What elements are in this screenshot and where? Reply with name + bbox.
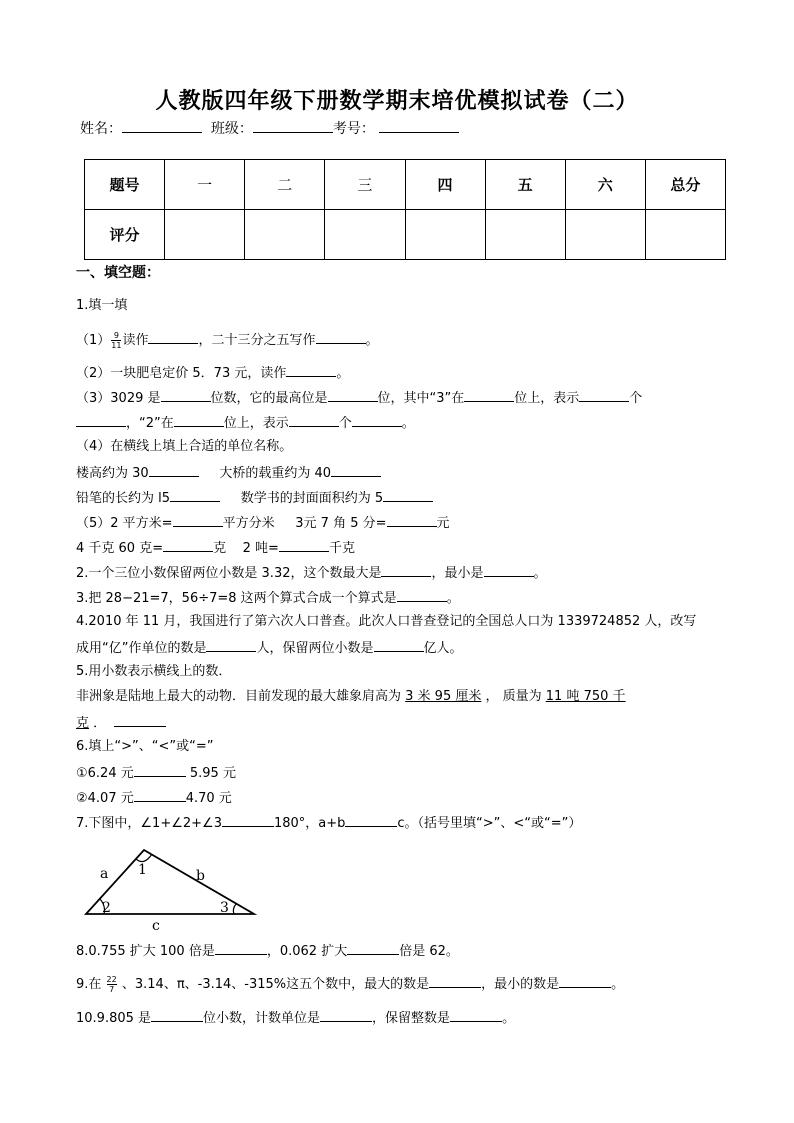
answer-blank[interactable] (206, 638, 256, 652)
score-table-score-row (85, 210, 726, 260)
text: 3元 7 角 5 分= (295, 516, 387, 531)
underlined-value: 3 米 95 厘米 (405, 689, 482, 704)
answer-blank[interactable] (289, 413, 339, 427)
text: 平方分米 (222, 516, 275, 531)
section-heading: 一、填空题： (76, 265, 160, 281)
score-cell[interactable] (245, 210, 325, 260)
text: 铅笔的长约为 l5 (76, 491, 171, 506)
q4: 4.2010 年 11 月，我国进行了第六次人口普查。此次人口普查登记的全国总人口为 1339724852 人，改写 (76, 614, 697, 629)
denominator: 7 (109, 985, 115, 994)
answer-blank[interactable] (429, 974, 481, 988)
text: （1） (76, 333, 111, 348)
score-cell[interactable] (565, 210, 645, 260)
text: 。 (365, 333, 379, 348)
score-cell[interactable] (645, 210, 725, 260)
text: 个 (338, 416, 352, 431)
student-info-row (80, 118, 459, 138)
q1-heading: 1.填一填 (76, 298, 128, 313)
q1-part4-row2 (76, 488, 433, 508)
text: 7.下图中，∠1+∠2+∠3 (76, 816, 222, 831)
text: ，二十三分之五写作 (198, 333, 316, 348)
score-header-cell: 四 (405, 160, 485, 210)
angle1-label: 1 (138, 862, 147, 878)
score-header-cell: 五 (485, 160, 565, 210)
exam-no-field[interactable] (379, 118, 459, 133)
text: ，最小的数是 (481, 977, 560, 992)
text: 2 吨= (242, 541, 279, 556)
text: 亿人。 (423, 641, 463, 656)
score-table (84, 159, 726, 260)
text: 、3.14、π、-3.14、-315%这五个数中，最大的数是 (121, 977, 430, 992)
answer-blank[interactable] (170, 488, 220, 502)
score-header-cell: 总分 (645, 160, 725, 210)
q8 (76, 941, 459, 961)
answer-blank[interactable] (151, 1008, 203, 1022)
text: 2.一个三位小数保留两位小数是 3.32，这个数最大是 (76, 566, 382, 581)
answer-blank[interactable] (163, 538, 213, 552)
name-field[interactable] (122, 118, 202, 133)
answer-blank[interactable] (279, 538, 329, 552)
text: 4.70 元 (185, 791, 232, 806)
answer-blank[interactable] (222, 813, 274, 827)
text: 。 (502, 1011, 516, 1026)
text: 3.把 28−21=7，56÷7=8 这两个算式合成一个算式是 (76, 591, 397, 606)
q1-part3-cont (76, 413, 415, 433)
answer-blank[interactable] (134, 763, 186, 777)
answer-blank[interactable] (316, 330, 366, 344)
text: 5.95 元 (189, 766, 236, 781)
answer-blank[interactable] (134, 788, 186, 802)
text: 180°，a+b (273, 816, 346, 831)
text: 人，保留两位小数是 (256, 641, 374, 656)
numerator: 22 (106, 975, 117, 984)
triangle-figure (80, 842, 260, 932)
exam-no-label: 考号： (332, 121, 375, 137)
text: 9.在 (76, 977, 102, 992)
text: 。 (533, 566, 547, 581)
angle3-label: 3 (220, 900, 229, 916)
text: 位上，表示 (223, 416, 289, 431)
angle2-label: 2 (102, 900, 111, 916)
answer-blank[interactable] (215, 941, 267, 955)
text: 位上，表示 (514, 391, 580, 406)
answer-blank[interactable] (397, 588, 447, 602)
class-field[interactable] (253, 118, 333, 133)
text: 克 (213, 541, 227, 556)
text: ，最小是 (431, 566, 484, 581)
answer-blank[interactable] (450, 1008, 502, 1022)
score-header-cell: 六 (565, 160, 645, 210)
text: 楼高约为 30 (76, 466, 149, 481)
q5: 5.用小数表示横线上的数． (76, 664, 232, 679)
text: 位数，它的最高位是 (210, 391, 328, 406)
class-label: 班级： (210, 121, 253, 137)
text: 大桥的载重约为 40 (219, 466, 332, 481)
denominator: 11 (111, 341, 122, 350)
side-c-label: c (152, 918, 160, 932)
answer-blank[interactable] (374, 638, 424, 652)
q1-part4-row1 (76, 463, 381, 483)
q9 (76, 974, 624, 994)
numerator: 9 (111, 331, 121, 341)
score-header-cell: 二 (245, 160, 325, 210)
answer-blank[interactable] (387, 513, 437, 527)
score-cell[interactable] (165, 210, 245, 260)
text: 。 (401, 416, 415, 431)
q3 (76, 588, 460, 608)
text: 位小数，计数单位是 (203, 1011, 321, 1026)
score-header-cell: 题号 (85, 160, 165, 210)
text: 。 (446, 591, 460, 606)
q6: 6.填上“>”、“<”或“=” (76, 739, 214, 754)
q1-part6 (76, 538, 355, 558)
angle3-arc (233, 904, 236, 914)
q1-part5 (76, 513, 450, 533)
q4-cont (76, 638, 463, 658)
text: c。（括号里填“>”、<“或“=”） (397, 816, 582, 831)
text: 个 (629, 391, 643, 406)
text: ②4.07 元 (76, 791, 134, 806)
text: ，“2”在 (126, 416, 174, 431)
score-cell[interactable] (325, 210, 405, 260)
answer-blank[interactable] (149, 463, 199, 477)
text: 元 (436, 516, 450, 531)
text: 。 (611, 977, 625, 992)
answer-blank[interactable] (484, 563, 534, 577)
text: 读作 (122, 333, 149, 348)
q7 (76, 813, 581, 833)
answer-blank[interactable] (114, 713, 166, 727)
text: ①6.24 元 (76, 766, 134, 781)
score-header-cell: 一 (165, 160, 245, 210)
answer-blank[interactable] (464, 388, 514, 402)
answer-blank[interactable] (320, 1008, 372, 1022)
text: ，保留整数是 (372, 1011, 451, 1026)
score-cell[interactable] (405, 210, 485, 260)
underlined-value: 克 (76, 716, 90, 731)
score-header-cell: 三 (325, 160, 405, 210)
q6-item2 (76, 788, 232, 808)
answer-blank[interactable] (381, 563, 431, 577)
fraction (111, 331, 121, 350)
text: 千克 (328, 541, 355, 556)
answer-blank[interactable] (173, 513, 223, 527)
text: 8.0.755 扩大 100 倍是 (76, 944, 215, 959)
answer-blank[interactable] (286, 363, 336, 377)
answer-blank[interactable] (76, 413, 126, 427)
text: ，0.062 扩大 (266, 944, 348, 959)
text: 成用“亿”作单位的数是 (76, 641, 207, 656)
side-b-label: b (196, 868, 205, 884)
answer-blank[interactable] (174, 413, 224, 427)
q1-part3 (76, 388, 642, 408)
answer-blank[interactable] (352, 413, 402, 427)
underlined-value: 11 吨 750 千 (545, 689, 626, 704)
text: ， 质量为 (481, 689, 546, 704)
score-cell[interactable] (485, 210, 565, 260)
text: 10.9.805 是 (76, 1011, 152, 1026)
score-row-label: 评分 (85, 210, 165, 260)
q10 (76, 1008, 515, 1028)
text: （3）3029 是 (76, 391, 161, 406)
answer-blank[interactable] (383, 488, 433, 502)
text: 非洲象是陆地上最大的动物．目前发现的最大雄象肩高为 (76, 689, 406, 704)
q2 (76, 563, 547, 583)
side-a-label: a (100, 866, 109, 882)
q5-text (76, 688, 626, 706)
fraction (107, 975, 117, 994)
text: ． (89, 716, 107, 731)
answer-blank[interactable] (579, 388, 629, 402)
answer-blank[interactable] (328, 388, 378, 402)
text: （5）2 平方米= (76, 516, 173, 531)
page-title: 人教版四年级下册数学期末培优模拟试卷（二） (155, 89, 639, 114)
text: 倍是 62。 (399, 944, 459, 959)
answer-blank[interactable] (347, 941, 399, 955)
q1-part1 (76, 330, 379, 350)
q6-item1 (76, 763, 236, 783)
q1-part4: （4）在横线上填上合适的单位名称。 (76, 439, 293, 454)
q5-text-cont (76, 713, 166, 733)
name-label: 姓名： (80, 121, 122, 137)
q1-part2 (76, 363, 349, 383)
answer-blank[interactable] (161, 388, 211, 402)
answer-blank[interactable] (331, 463, 381, 477)
text: 位，其中“3”在 (377, 391, 465, 406)
score-table-header-row (85, 160, 726, 210)
text: 。 (336, 366, 350, 381)
text: 4 千克 60 克= (76, 541, 164, 556)
answer-blank[interactable] (345, 813, 397, 827)
answer-blank[interactable] (559, 974, 611, 988)
answer-blank[interactable] (148, 330, 198, 344)
text: 数学书的封面面积约为 5 (240, 491, 384, 506)
text: （2）一块肥皂定价 5．73 元，读作 (76, 366, 287, 381)
